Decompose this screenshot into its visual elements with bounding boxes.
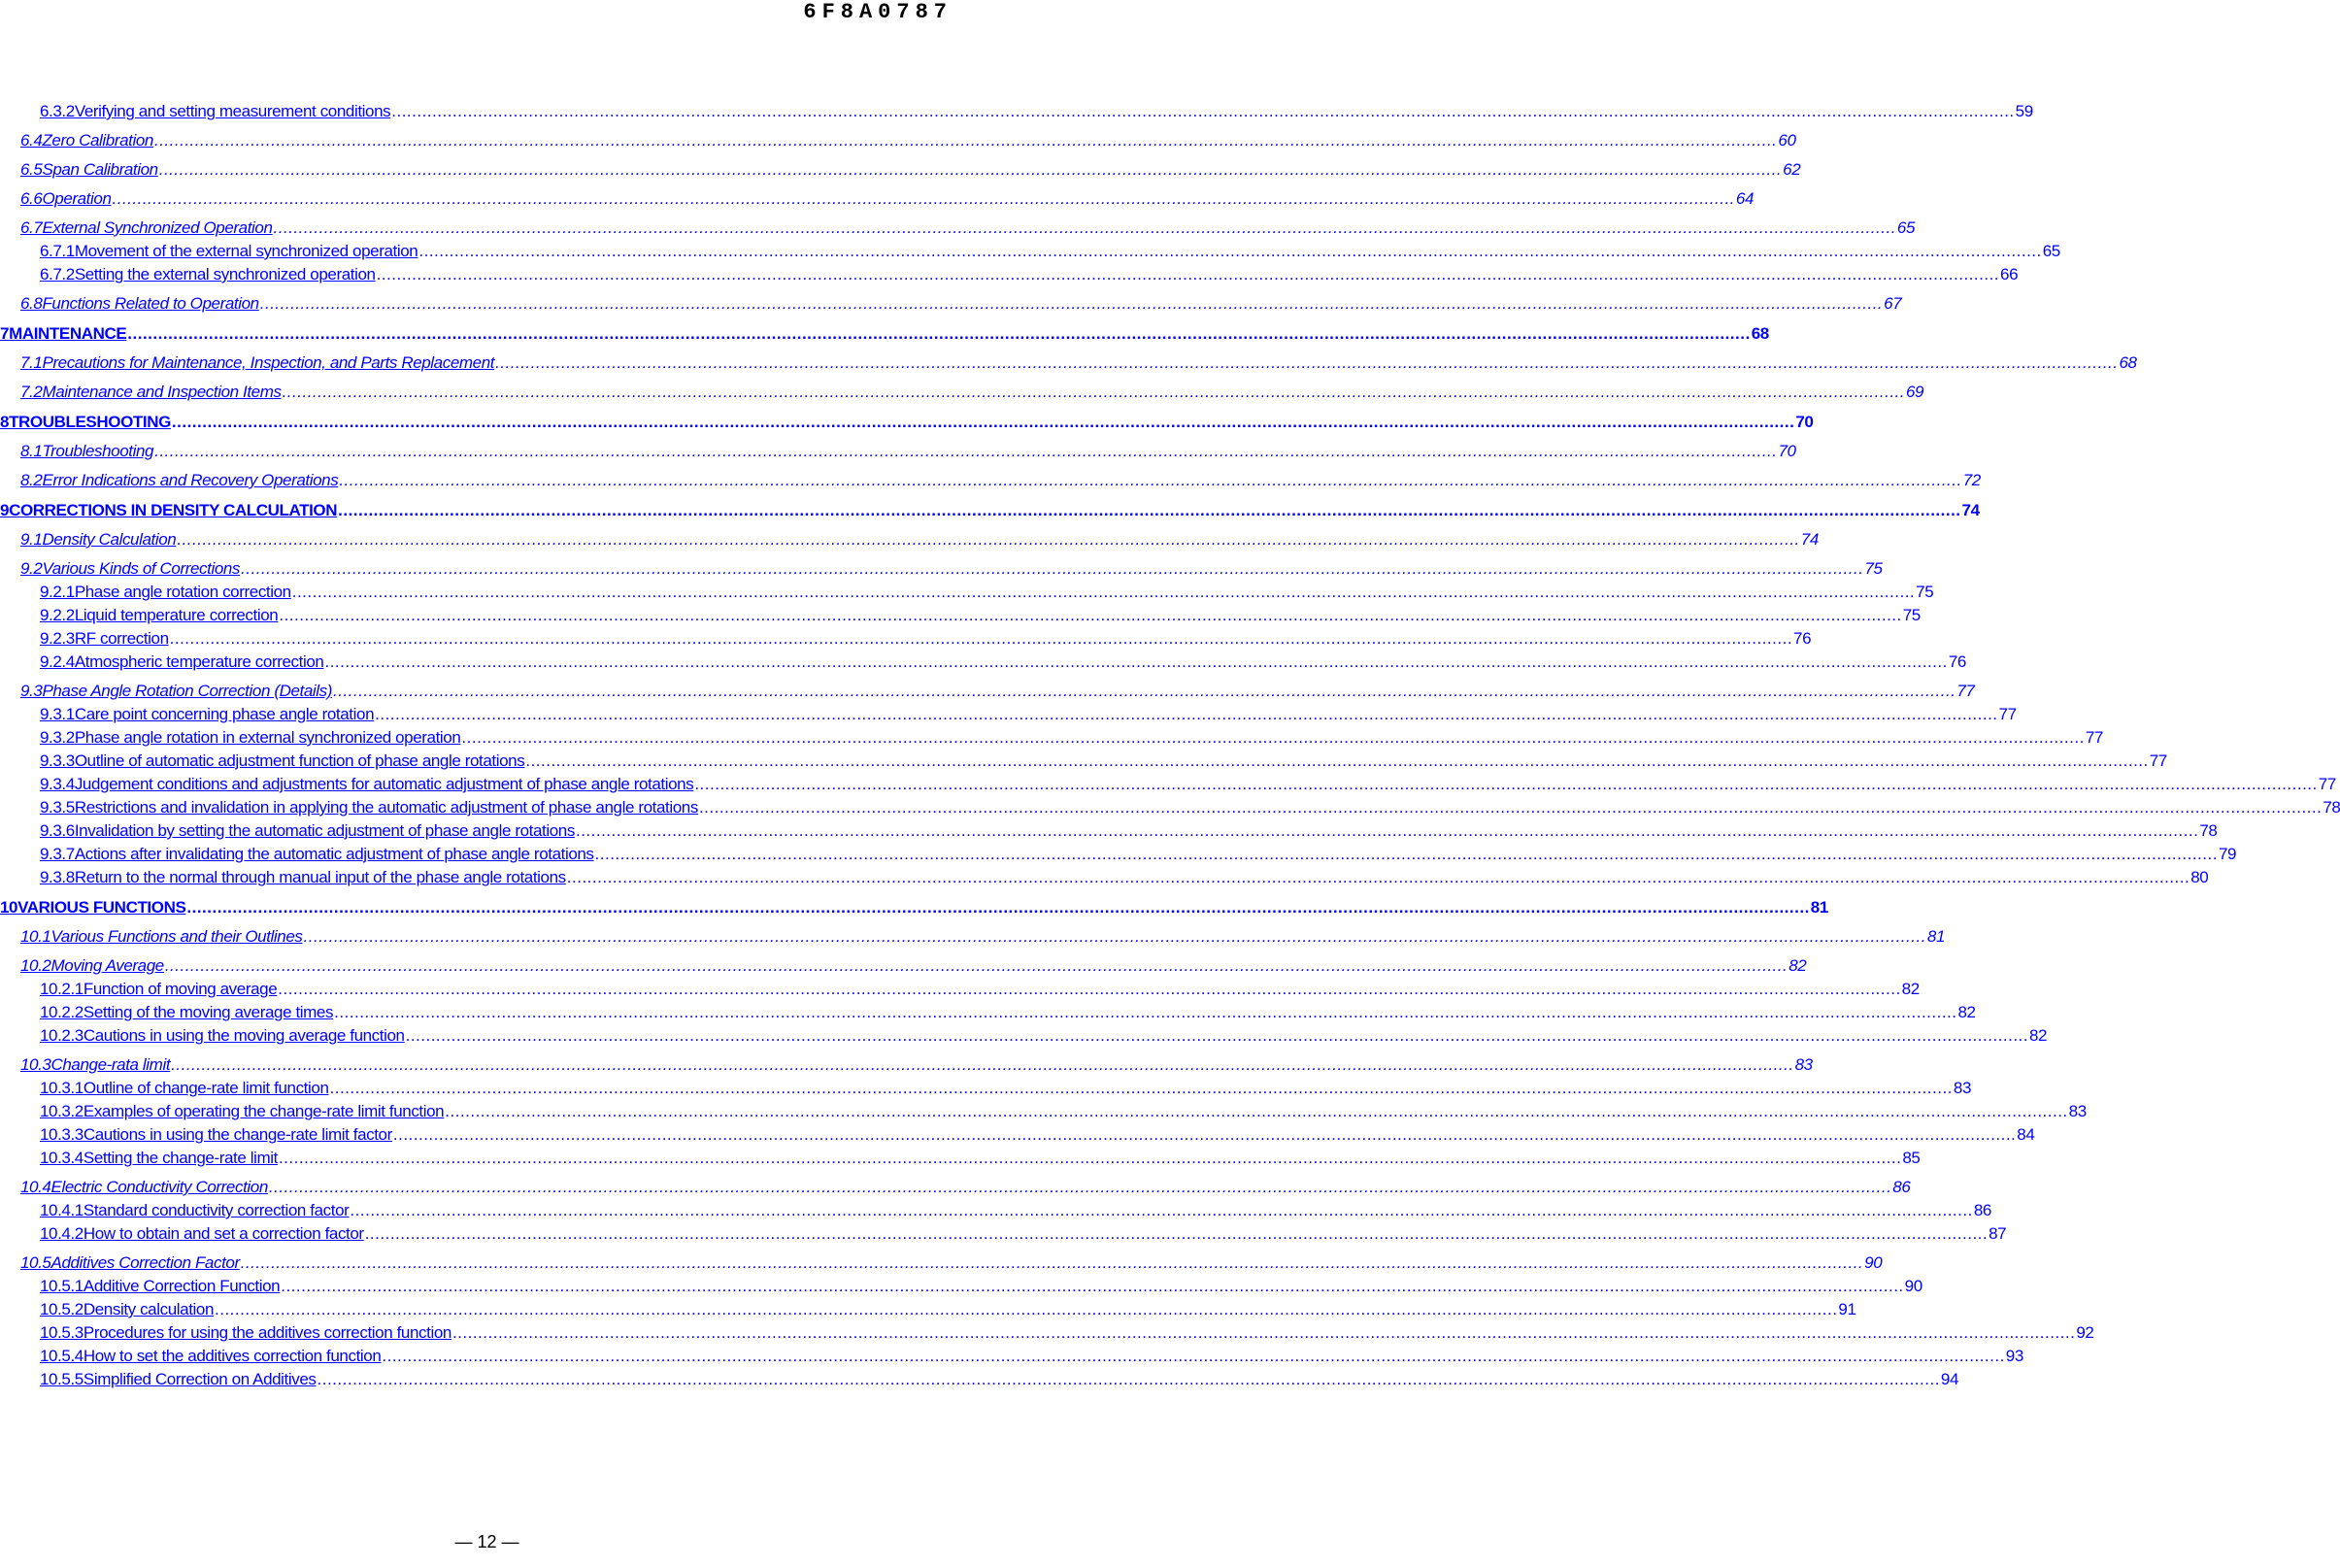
- toc-entry-page[interactable]: 65: [2042, 242, 2060, 260]
- toc-entry-number[interactable]: 9.2.2: [40, 606, 75, 624]
- toc-entry[interactable]: [0, 215, 1916, 238]
- toc-entry-title[interactable]: Function of moving average: [83, 980, 278, 998]
- toc-entry-number[interactable]: 9.3.5: [40, 798, 75, 817]
- toc-entry-number[interactable]: 9: [0, 501, 10, 519]
- toc-entry-title[interactable]: Operation: [42, 189, 112, 208]
- toc-entry-number[interactable]: 6.7.2: [40, 265, 75, 284]
- toc-dot-leader: [186, 898, 1809, 917]
- toc-entry-title[interactable]: Standard conductivity correction factor: [83, 1201, 350, 1219]
- toc-entry-number[interactable]: 6.6: [20, 189, 43, 208]
- toc-entry-page[interactable]: 62: [1783, 160, 1801, 179]
- toc-entry-title[interactable]: Additive Correction Function: [83, 1277, 281, 1295]
- toc-entry-page[interactable]: 72: [1962, 471, 1981, 489]
- page-number: — 12 —: [454, 1532, 519, 1551]
- toc-entry[interactable]: [0, 185, 1755, 209]
- document-id: 6F8A0787: [803, 0, 953, 24]
- toc-dot-leader: [377, 265, 1999, 284]
- toc-entry-page[interactable]: 59: [2015, 102, 2033, 120]
- toc-entry-number[interactable]: 10.5.2: [40, 1300, 84, 1318]
- toc-entry-number[interactable]: 9.3.8: [40, 868, 75, 886]
- toc-entry[interactable]: [0, 1121, 2035, 1145]
- toc-entry-page[interactable]: 77: [1956, 682, 1975, 700]
- toc-dot-leader: [339, 471, 1961, 490]
- toc-entry[interactable]: [0, 952, 1807, 976]
- toc-entry-page[interactable]: 82: [2029, 1026, 2048, 1045]
- toc-entry-title[interactable]: Setting the external synchronized operation: [74, 265, 376, 284]
- toc-entry-title[interactable]: Cautions in using the change-rate limit factor: [83, 1125, 392, 1144]
- toc-entry[interactable]: [0, 1343, 2023, 1366]
- toc-entry[interactable]: [0, 1366, 1959, 1389]
- toc-entry-page[interactable]: 74: [1800, 530, 1819, 549]
- toc-entry-number[interactable]: 9.1: [20, 530, 43, 549]
- toc-entry[interactable]: [0, 678, 1975, 701]
- toc-entry[interactable]: [0, 649, 1966, 672]
- toc-dot-leader: [177, 530, 1799, 550]
- toc-entry-page[interactable]: 77: [2318, 775, 2336, 793]
- toc-entry-number[interactable]: 7.2: [20, 383, 43, 401]
- toc-entry-title[interactable]: Phase angle rotation in external synchronized operation: [74, 728, 461, 747]
- toc-dot-leader: [159, 160, 1782, 180]
- toc-entry-number[interactable]: 10.4.2: [40, 1224, 84, 1243]
- toc-entry[interactable]: [0, 1022, 2048, 1046]
- toc-entry-page[interactable]: 65: [1896, 218, 1916, 237]
- toc-entry-number[interactable]: 8.2: [20, 471, 43, 489]
- toc-entry-number[interactable]: 10.5.1: [40, 1277, 84, 1295]
- toc-entry-page[interactable]: 74: [1961, 501, 1980, 519]
- toc-entry-number[interactable]: 8.1: [20, 442, 43, 460]
- toc-entry-title[interactable]: Setting the change-rate limit: [83, 1149, 278, 1167]
- toc-entry-page[interactable]: 87: [1989, 1224, 2007, 1243]
- toc-entry[interactable]: [0, 555, 1883, 579]
- toc-entry-number[interactable]: 10.3.1: [40, 1079, 84, 1097]
- toc-entry-page[interactable]: 69: [1905, 383, 1924, 401]
- toc-entry[interactable]: [0, 923, 1946, 947]
- toc-entry-page[interactable]: 94: [1940, 1370, 1959, 1388]
- toc-entry-number[interactable]: 10.5.5: [40, 1370, 84, 1388]
- toc-entry[interactable]: [0, 1098, 2087, 1121]
- toc-entry-page[interactable]: 77: [2149, 751, 2167, 770]
- toc-entry-title[interactable]: Troubleshooting: [42, 442, 154, 460]
- toc-entry-page[interactable]: 78: [2199, 821, 2218, 840]
- toc-entry[interactable]: [0, 438, 1796, 461]
- toc-entry-title[interactable]: Error Indications and Recovery Operations: [42, 471, 339, 489]
- toc-entry-title[interactable]: Setting of the moving average times: [83, 1003, 334, 1021]
- toc-entry-title[interactable]: Liquid temperature correction: [74, 606, 279, 624]
- toc-dot-leader: [365, 1224, 1988, 1244]
- toc-dot-leader: [595, 845, 2218, 864]
- toc-entry[interactable]: [0, 156, 1801, 180]
- toc-dot-leader: [165, 956, 1788, 976]
- toc-entry-page[interactable]: 83: [1794, 1055, 1813, 1074]
- toc-entry-number[interactable]: 10.4: [20, 1178, 51, 1196]
- toc-entry-page[interactable]: 76: [1948, 652, 1966, 671]
- toc-entry-title[interactable]: Outline of change-rate limit function: [83, 1079, 329, 1097]
- toc-entry[interactable]: [0, 467, 1981, 490]
- toc-entry-title[interactable]: Precautions for Maintenance, Inspection, and Parts Replacement: [42, 353, 495, 372]
- toc-entry[interactable]: [0, 261, 2019, 284]
- toc-entry-page[interactable]: 91: [1838, 1300, 1856, 1318]
- toc-entry[interactable]: [0, 602, 1921, 625]
- toc-entry-title[interactable]: Atmospheric temperature correction: [74, 652, 324, 671]
- toc-dot-leader: [260, 294, 1883, 314]
- toc-entry-title[interactable]: Examples of operating the change-rate limit function: [83, 1102, 445, 1120]
- toc-entry-number[interactable]: 7: [0, 324, 10, 343]
- toc-entry-number[interactable]: 10.2: [20, 956, 51, 975]
- toc-dot-leader: [334, 1003, 1956, 1022]
- toc-entry-page[interactable]: 79: [2218, 845, 2237, 863]
- toc-entry-number[interactable]: 9.3.1: [40, 705, 75, 723]
- toc-dot-leader: [274, 218, 1896, 238]
- toc-entry-page[interactable]: 82: [1788, 956, 1807, 975]
- toc-entry[interactable]: [0, 409, 1814, 432]
- toc-entry-title[interactable]: Verifying and setting measurement conditions: [74, 102, 391, 120]
- toc-entry-title[interactable]: Cautions in using the moving average function: [83, 1026, 405, 1045]
- toc-dot-leader: [375, 705, 1997, 724]
- toc-entry-page[interactable]: 92: [2076, 1323, 2094, 1342]
- toc-dot-leader: [172, 413, 1794, 432]
- toc-entry[interactable]: [0, 127, 1796, 150]
- toc-entry-title[interactable]: Movement of the external synchronized operation: [74, 242, 418, 260]
- toc-entry-page[interactable]: 85: [1902, 1149, 1921, 1167]
- toc-dot-leader: [576, 821, 2198, 841]
- toc-entry-page[interactable]: 70: [1795, 413, 1814, 431]
- toc-dot-leader: [324, 652, 1947, 672]
- toc-entry-title[interactable]: Care point concerning phase angle rotation: [74, 705, 375, 723]
- toc-entry-page[interactable]: 64: [1735, 189, 1755, 208]
- toc-dot-leader: [269, 1178, 1891, 1197]
- toc-dot-leader: [406, 1026, 2028, 1046]
- toc-entry-title[interactable]: Zero Calibration: [42, 131, 153, 150]
- toc-entry-number[interactable]: 9.2.4: [40, 652, 75, 671]
- toc-entry-title[interactable]: CORRECTIONS IN DENSITY CALCULATION: [9, 501, 338, 519]
- toc-entry[interactable]: [0, 350, 2137, 373]
- toc-entry-page[interactable]: 78: [2323, 798, 2340, 817]
- toc-entry-title[interactable]: How to set the additives correction function: [83, 1347, 382, 1365]
- toc-entry-page[interactable]: 77: [2085, 728, 2103, 747]
- toc-dot-leader: [127, 324, 1750, 344]
- toc-entry[interactable]: [0, 794, 2340, 817]
- toc-entry[interactable]: [0, 724, 2103, 748]
- toc-entry-number[interactable]: 9.3.2: [40, 728, 75, 747]
- toc-entry[interactable]: [0, 1296, 1856, 1319]
- toc-dot-leader: [241, 1253, 1863, 1273]
- toc-entry-page[interactable]: 68: [1751, 324, 1769, 343]
- toc-entry-number[interactable]: 9.2: [20, 559, 43, 578]
- toc-entry[interactable]: [0, 98, 2033, 121]
- toc-entry-page[interactable]: 66: [2000, 265, 2019, 284]
- toc-entry-page[interactable]: 75: [1902, 606, 1921, 624]
- toc-entry-page[interactable]: 93: [2005, 1347, 2023, 1365]
- toc-entry-page[interactable]: 75: [1916, 583, 1934, 601]
- toc-entry-number[interactable]: 9.3: [20, 682, 43, 700]
- toc-entry[interactable]: [0, 625, 1812, 649]
- toc-dot-leader: [461, 728, 2084, 748]
- toc-entry-page[interactable]: 82: [1901, 980, 1920, 998]
- toc-dot-leader: [154, 131, 1777, 150]
- toc-entry[interactable]: [0, 701, 2017, 724]
- toc-dot-leader: [241, 559, 1863, 579]
- toc-entry-number[interactable]: 10.2.3: [40, 1026, 84, 1045]
- toc-entry[interactable]: [0, 579, 1934, 602]
- toc-entry-title[interactable]: Various Kinds of Corrections: [42, 559, 241, 578]
- toc-dot-leader: [113, 189, 1735, 209]
- toc-dot-leader: [281, 1277, 1903, 1296]
- toc-entry-title[interactable]: Electric Conductivity Correction: [50, 1178, 268, 1196]
- toc-entry[interactable]: [0, 1220, 2007, 1244]
- toc-entry-number[interactable]: 10.3: [20, 1055, 51, 1074]
- toc-entry-number[interactable]: 10.2.2: [40, 1003, 84, 1021]
- toc-entry-title[interactable]: RF correction: [74, 629, 169, 648]
- toc-entry-page[interactable]: 60: [1778, 131, 1796, 150]
- toc-entry-number[interactable]: 9.2.3: [40, 629, 75, 648]
- toc-entry-number[interactable]: 6.8: [20, 294, 43, 313]
- toc-entry[interactable]: [0, 999, 1976, 1022]
- toc-entry[interactable]: [0, 1174, 1911, 1197]
- toc-entry-number[interactable]: 10.2.1: [40, 980, 84, 998]
- toc-entry-number[interactable]: 8: [0, 413, 10, 431]
- toc-dot-leader: [318, 1370, 1940, 1389]
- toc-dot-leader: [292, 583, 1915, 602]
- toc-entry[interactable]: [0, 894, 1828, 917]
- toc-dot-leader: [418, 242, 2041, 261]
- toc-dot-leader: [215, 1300, 1837, 1319]
- toc-entry-page[interactable]: 90: [1904, 1277, 1922, 1295]
- toc-entry-title[interactable]: Outline of automatic adjustment function of phase angle rotations: [74, 751, 525, 770]
- toc-entry-title[interactable]: Restrictions and invalidation in applying the automatic adjustment of phase angle rotations: [74, 798, 698, 817]
- toc-dot-leader: [283, 383, 1905, 402]
- toc-entry-title[interactable]: Phase angle rotation correction: [74, 583, 291, 601]
- toc-entry[interactable]: [0, 748, 2167, 771]
- toc-entry-number[interactable]: 6.7.1: [40, 242, 75, 260]
- toc-entry-title[interactable]: Density Calculation: [42, 530, 177, 549]
- toc-dot-leader: [333, 682, 1956, 701]
- toc-entry-title[interactable]: MAINTENANCE: [9, 324, 127, 343]
- toc-entry-page[interactable]: 81: [1926, 927, 1946, 946]
- toc-entry-title[interactable]: Return to the normal through manual input of the phase angle rotations: [74, 868, 566, 886]
- toc-entry-title[interactable]: Change-rata limit: [50, 1055, 171, 1074]
- toc-dot-leader: [170, 629, 1792, 649]
- toc-dot-leader: [278, 980, 1900, 999]
- toc-dot-leader: [495, 353, 2118, 373]
- toc-entry-title[interactable]: Various Functions and their Outlines: [50, 927, 303, 946]
- toc-entry-number[interactable]: 6.7: [20, 218, 43, 237]
- toc-entry-page[interactable]: 77: [1998, 705, 2017, 723]
- toc-dot-leader: [525, 751, 2148, 771]
- toc-entry[interactable]: [0, 497, 1980, 520]
- toc-entry[interactable]: [0, 1273, 1922, 1296]
- toc-entry-number[interactable]: 7.1: [20, 353, 43, 372]
- toc-entry-page[interactable]: 68: [2119, 353, 2137, 372]
- toc-entry-title[interactable]: Additives Correction Factor: [50, 1253, 240, 1272]
- toc-entry-title[interactable]: Span Calibration: [42, 160, 158, 179]
- toc-entry-number[interactable]: 10.5.3: [40, 1323, 84, 1342]
- toc-dot-leader: [452, 1323, 2075, 1343]
- toc-entry-page[interactable]: 90: [1864, 1253, 1883, 1272]
- toc-dot-leader: [391, 102, 2014, 121]
- toc-dot-leader: [382, 1347, 2004, 1366]
- toc-entry[interactable]: [0, 817, 2218, 841]
- toc-entry-title[interactable]: Maintenance and Inspection Items: [42, 383, 282, 401]
- toc-dot-leader: [279, 1149, 1901, 1168]
- toc-entry-title[interactable]: Invalidation by setting the automatic adjustment of phase angle rotations: [74, 821, 575, 840]
- toc-entry-title[interactable]: Procedures for using the additives correction function: [83, 1323, 451, 1342]
- toc-entry-number[interactable]: 10.3.4: [40, 1149, 84, 1167]
- toc-entry-title[interactable]: VARIOUS FUNCTIONS: [17, 898, 186, 917]
- toc-entry-number[interactable]: 9.3.7: [40, 845, 75, 863]
- toc-dot-leader: [279, 606, 1901, 625]
- toc-entry-page[interactable]: 81: [1810, 898, 1828, 917]
- toc-dot-leader: [699, 798, 2322, 817]
- toc-entry[interactable]: [0, 976, 1920, 999]
- toc-entry[interactable]: [0, 1051, 1813, 1075]
- toc-dot-leader: [567, 868, 2190, 887]
- toc-entry[interactable]: [0, 1250, 1883, 1273]
- toc-entry-number[interactable]: 6.5: [20, 160, 43, 179]
- toc-entry[interactable]: [0, 320, 1769, 344]
- toc-entry-number[interactable]: 10.3.2: [40, 1102, 84, 1120]
- toc-dot-leader: [330, 1079, 1953, 1098]
- toc-entry-number[interactable]: 9.3.6: [40, 821, 75, 840]
- toc-entry[interactable]: [0, 841, 2237, 864]
- toc-entry-number[interactable]: 6.3.2: [40, 102, 75, 120]
- toc-entry-number[interactable]: 10: [0, 898, 18, 917]
- toc-entry[interactable]: [0, 526, 1819, 550]
- toc-entry-title[interactable]: Judgement conditions and adjustments for automatic adjustment of phase angle rotations: [74, 775, 694, 793]
- toc-entry-page[interactable]: 80: [2190, 868, 2209, 886]
- toc-entry[interactable]: [0, 238, 2060, 261]
- toc-entry[interactable]: [0, 864, 2209, 887]
- toc-entry-number[interactable]: 9.2.1: [40, 583, 75, 601]
- toc-entry[interactable]: [0, 1145, 1921, 1168]
- toc-entry[interactable]: [0, 771, 2336, 794]
- toc-entry-number[interactable]: 10.5.4: [40, 1347, 84, 1365]
- toc-entry-page[interactable]: 86: [1892, 1178, 1911, 1196]
- toc-entry-page[interactable]: 83: [2068, 1102, 2087, 1120]
- toc-entry-title[interactable]: How to obtain and set a correction factor: [83, 1224, 364, 1243]
- toc-entry-page[interactable]: 83: [1953, 1079, 1972, 1097]
- toc-entry[interactable]: [0, 1075, 1972, 1098]
- toc-entry[interactable]: [0, 1319, 2094, 1343]
- toc-dot-leader: [304, 927, 1926, 947]
- toc-entry-title[interactable]: External Synchronized Operation: [42, 218, 273, 237]
- toc-entry-number[interactable]: 9.3.3: [40, 751, 75, 770]
- toc-entry-number[interactable]: 10.1: [20, 927, 51, 946]
- toc-entry-number[interactable]: 10.5: [20, 1253, 51, 1272]
- toc-entry-title[interactable]: Actions after invalidating the automatic adjustment of phase angle rotations: [74, 845, 594, 863]
- toc-dot-leader: [154, 442, 1777, 461]
- toc-dot-leader: [171, 1055, 1793, 1075]
- toc-entry-page[interactable]: 86: [1973, 1201, 1991, 1219]
- toc-entry-number[interactable]: 10.3.3: [40, 1125, 84, 1144]
- toc-dot-leader: [393, 1125, 2016, 1145]
- toc-dot-leader: [445, 1102, 2067, 1121]
- toc-entry-number[interactable]: 6.4: [20, 131, 43, 150]
- toc-dot-leader: [694, 775, 2317, 794]
- toc-entry-title[interactable]: Simplified Correction on Additives: [83, 1370, 317, 1388]
- toc-entry-page[interactable]: 84: [2017, 1125, 2035, 1144]
- toc-entry-title[interactable]: TROUBLESHOOTING: [9, 413, 171, 431]
- toc-dot-leader: [350, 1201, 1972, 1220]
- toc-dot-leader: [338, 501, 1960, 520]
- toc-entry[interactable]: [0, 290, 1902, 314]
- table-of-contents: [0, 98, 2340, 1389]
- toc-entry-page[interactable]: 67: [1884, 294, 1902, 313]
- toc-entry-page[interactable]: 76: [1793, 629, 1812, 648]
- toc-entry-title[interactable]: Moving Average: [50, 956, 164, 975]
- toc-entry-page[interactable]: 75: [1864, 559, 1883, 578]
- toc-entry-title[interactable]: Functions Related to Operation: [42, 294, 259, 313]
- toc-entry[interactable]: [0, 379, 1924, 402]
- toc-entry-number[interactable]: 10.4.1: [40, 1201, 84, 1219]
- toc-entry-number[interactable]: 9.3.4: [40, 775, 75, 793]
- toc-entry-title[interactable]: Phase Angle Rotation Correction (Details): [42, 682, 333, 700]
- toc-entry-page[interactable]: 70: [1778, 442, 1796, 460]
- toc-entry-page[interactable]: 82: [1957, 1003, 1976, 1021]
- toc-entry-title[interactable]: Density calculation: [83, 1300, 215, 1318]
- toc-entry[interactable]: [0, 1197, 1991, 1220]
